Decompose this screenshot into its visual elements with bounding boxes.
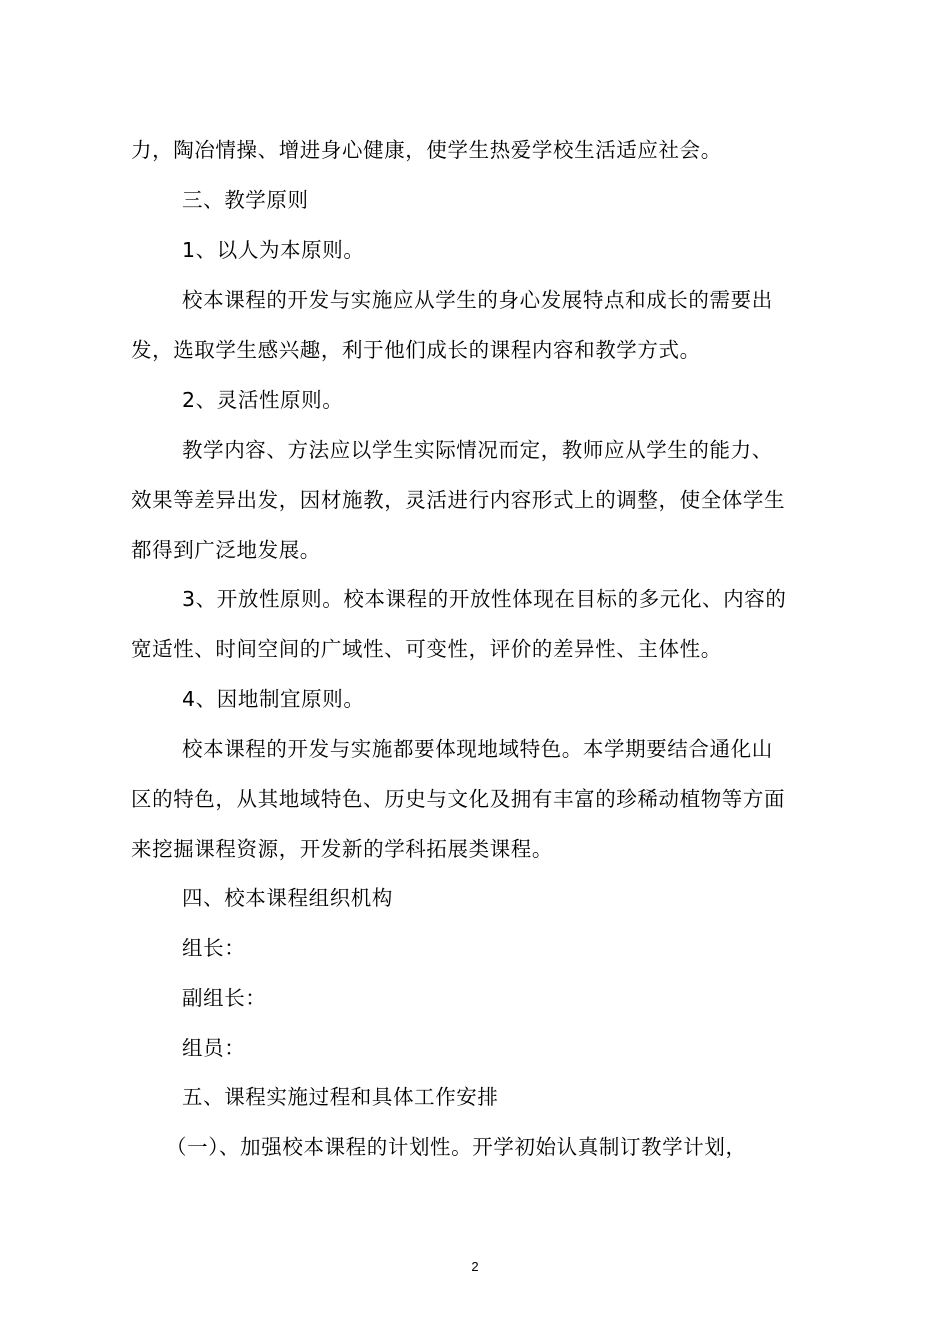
text-line: 组员：: [182, 1036, 246, 1060]
text-line: 力，陶冶情操、增进身心健康，使学生热爱学校生活适应社会。: [131, 138, 722, 162]
text-line: 校本课程的开发与实施应从学生的身心发展特点和成长的需要出: [182, 288, 773, 312]
text-line: 校本课程的开发与实施都要体现地域特色。本学期要结合通化山: [182, 737, 773, 761]
text-line: （一）、加强校本课程的计划性。开学初始认真制订教学计划，: [166, 1135, 747, 1159]
text-line: 副组长：: [182, 986, 267, 1010]
section-heading: 五、课程实施过程和具体工作安排: [182, 1085, 499, 1109]
text-line: 发，选取学生感兴趣，利于他们成长的课程内容和教学方式。: [131, 338, 701, 362]
text-line: 效果等差异出发，因材施教，灵活进行内容形式上的调整，使全体学生: [131, 488, 786, 512]
text-line: 来挖掘课程资源，开发新的学科拓展类课程。: [131, 837, 553, 861]
text-line: 组长：: [182, 936, 246, 960]
subheading: 1、以人为本原则。: [182, 238, 365, 262]
subheading: 2、灵活性原则。: [182, 388, 344, 412]
section-heading: 三、教学原则: [182, 188, 309, 212]
text-line: 区的特色，从其地域特色、历史与文化及拥有丰富的珍稀动植物等方面: [131, 787, 786, 811]
text-line: 3、开放性原则。校本课程的开放性体现在目标的多元化、内容的: [182, 587, 787, 611]
section-heading: 四、校本课程组织机构: [182, 886, 393, 910]
subheading: 4、因地制宜原则。: [182, 687, 365, 711]
page-number: 2: [471, 1259, 479, 1274]
text-line: 教学内容、方法应以学生实际情况而定，教师应从学生的能力、: [182, 438, 773, 462]
text-line: 宽适性、时间空间的广域性、可变性，评价的差异性、主体性。: [131, 637, 722, 661]
text-line: 都得到广泛地发展。: [131, 538, 321, 562]
